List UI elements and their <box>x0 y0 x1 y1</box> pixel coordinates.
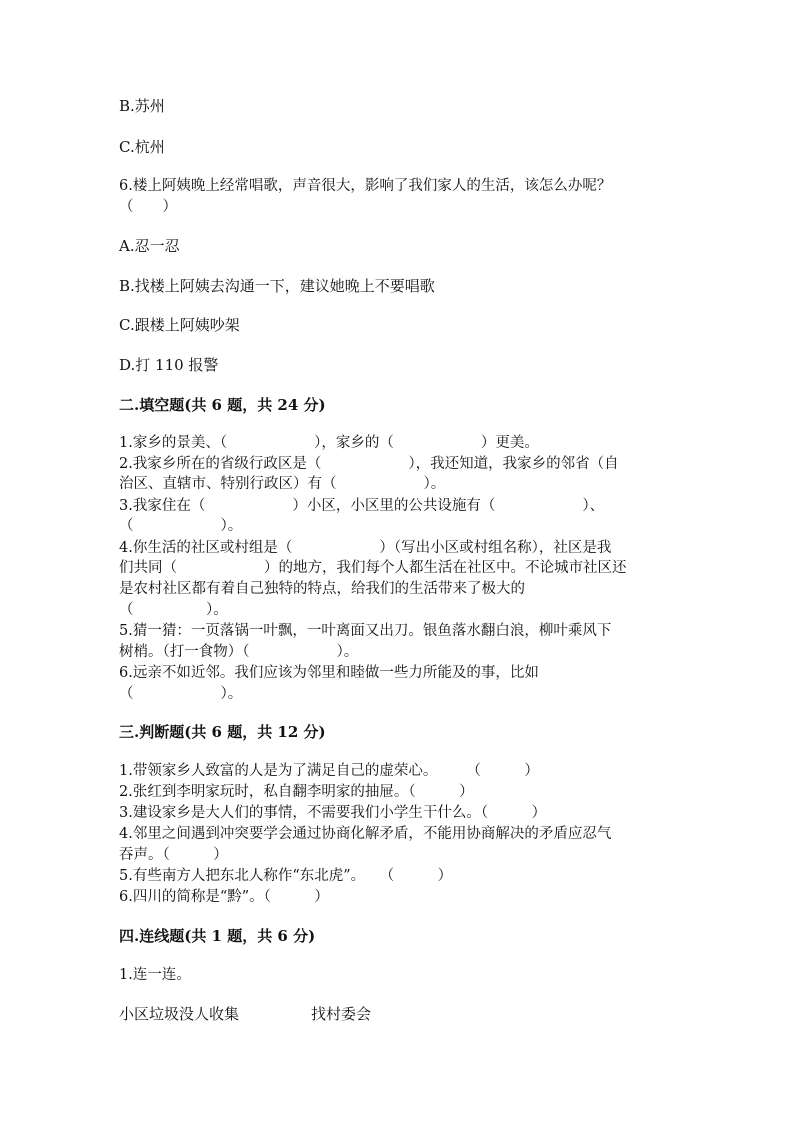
s2-line-7: 们共同（ ）的地方，我们每个人都生活在社区中。不论城市社区还 <box>119 560 627 576</box>
section4-heading: 四.连线题(共 1 题，共 6 分) <box>119 927 316 945</box>
q6-option-b: B.找楼上阿姨去沟通一下，建议她晚上不要唱歌 <box>119 277 435 295</box>
s2-line-3: 治区、直辖市、特别行政区）有（ ）。 <box>119 476 446 492</box>
s3-line-6: 5.有些南方人把东北人称作“东北虎”。 （ ） <box>119 868 453 884</box>
s3-line-4: 4.邻里之间遇到冲突要学会通过协商化解矛盾，不能用协商解决的矛盾应忍气 <box>119 826 612 842</box>
q5-option-b: B.苏州 <box>119 97 165 115</box>
s2-line-11: 树梢。（打一食物）（ ）。 <box>119 644 359 660</box>
s2-line-1: 1.家乡的景美、（ ），家乡的（ ）更美。 <box>119 435 539 451</box>
section2-heading: 二.填空题(共 6 题，共 24 分) <box>119 396 326 414</box>
match-right-item[interactable]: 找村委会 <box>311 1005 372 1023</box>
s3-line-5: 吞声。（ ） <box>119 847 228 863</box>
s2-line-9: （ ）。 <box>119 602 228 618</box>
s2-line-12: 6.远亲不如近邻。我们应该为邻里和睦做一些力所能及的事，比如 <box>119 665 539 681</box>
s3-line-1: 1.带领家乡人致富的人是为了满足自己的虚荣心。 （ ） <box>119 763 539 779</box>
s4-question: 1.连一连。 <box>119 967 191 983</box>
q5-option-c: C.杭州 <box>119 138 165 156</box>
q6-option-c: C.跟楼上阿姨吵架 <box>119 316 240 334</box>
q6-answer-blank: （ ） <box>119 199 177 215</box>
s2-line-4: 3.我家住在（ ）小区，小区里的公共设施有（ ）、 <box>119 498 605 514</box>
s2-line-8: 是农村社区都有着自己独特的特点，给我们的生活带来了极大的 <box>119 581 525 597</box>
q6-option-d: D.打 110 报警 <box>119 356 219 374</box>
s2-line-6: 4.你生活的社区或村组是（ ）（写出小区或村组名称），社区是我 <box>119 540 612 556</box>
q6-option-a: A.忍一忍 <box>119 237 180 255</box>
match-left-item[interactable]: 小区垃圾没人收集 <box>119 1005 240 1023</box>
s2-line-13: （ ）。 <box>119 686 243 702</box>
section3-heading: 三.判断题(共 6 题，共 12 分) <box>119 723 326 741</box>
s3-line-2: 2.张红到李明家玩时，私自翻李明家的抽屉。（ ） <box>119 784 474 800</box>
s2-line-2: 2.我家乡所在的省级行政区是（ ），我还知道，我家乡的邻省（自 <box>119 456 619 472</box>
q6-stem: 6.楼上阿姨晚上经常唱歌，声音很大，影响了我们家人的生活，该怎么办呢？ <box>119 178 612 194</box>
s2-line-5: （ ）。 <box>119 518 243 534</box>
s3-line-3: 3.建设家乡是大人们的事情，不需要我们小学生干什么。（ ） <box>119 805 547 821</box>
s2-line-10: 5.猜一猜：一页落锅一叶飘，一叶离面又出刀。银鱼落水翻白浪，柳叶乘风下 <box>119 623 612 639</box>
s3-line-7: 6.四川的简称是“黔”。（ ） <box>119 889 329 905</box>
